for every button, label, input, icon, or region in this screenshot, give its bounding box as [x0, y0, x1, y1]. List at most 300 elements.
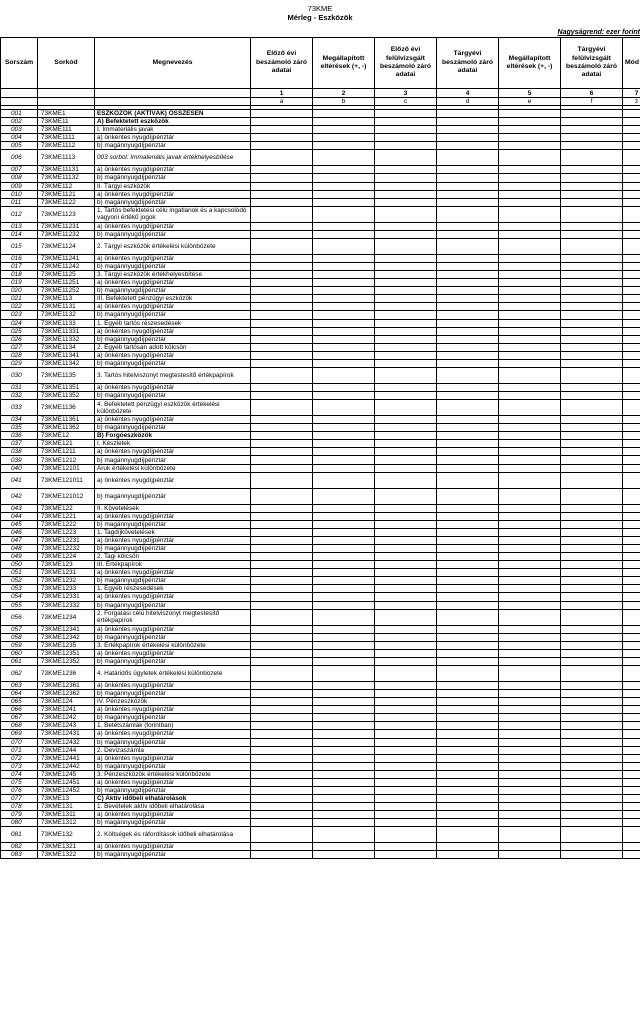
value-cell-3[interactable] — [375, 303, 437, 311]
value-cell-1[interactable] — [251, 238, 313, 254]
value-cell-4[interactable] — [437, 263, 499, 271]
value-cell-4[interactable] — [437, 383, 499, 391]
value-cell-3[interactable] — [375, 198, 437, 206]
value-cell-7[interactable] — [623, 424, 640, 432]
value-cell-4[interactable] — [437, 730, 499, 738]
value-cell-1[interactable] — [251, 198, 313, 206]
value-cell-5[interactable] — [499, 255, 561, 263]
value-cell-2[interactable] — [313, 625, 375, 633]
value-cell-7[interactable] — [623, 343, 640, 351]
value-cell-5[interactable] — [499, 343, 561, 351]
value-cell-7[interactable] — [623, 230, 640, 238]
value-cell-3[interactable] — [375, 802, 437, 810]
value-cell-1[interactable] — [251, 794, 313, 802]
value-cell-3[interactable] — [375, 319, 437, 327]
value-cell-3[interactable] — [375, 504, 437, 512]
value-cell-5[interactable] — [499, 174, 561, 182]
value-cell-3[interactable] — [375, 521, 437, 529]
value-cell-1[interactable] — [251, 818, 313, 826]
value-cell-2[interactable] — [313, 521, 375, 529]
value-cell-3[interactable] — [375, 827, 437, 843]
value-cell-6[interactable] — [561, 641, 623, 649]
value-cell-1[interactable] — [251, 770, 313, 778]
value-cell-6[interactable] — [561, 432, 623, 440]
value-cell-5[interactable] — [499, 625, 561, 633]
value-cell-2[interactable] — [313, 174, 375, 182]
value-cell-3[interactable] — [375, 698, 437, 706]
value-cell-1[interactable] — [251, 561, 313, 569]
value-cell-1[interactable] — [251, 222, 313, 230]
value-cell-5[interactable] — [499, 359, 561, 367]
value-cell-6[interactable] — [561, 818, 623, 826]
value-cell-6[interactable] — [561, 118, 623, 126]
value-cell-2[interactable] — [313, 303, 375, 311]
value-cell-3[interactable] — [375, 786, 437, 794]
value-cell-5[interactable] — [499, 182, 561, 190]
value-cell-5[interactable] — [499, 537, 561, 545]
value-cell-6[interactable] — [561, 392, 623, 400]
value-cell-4[interactable] — [437, 545, 499, 553]
value-cell-5[interactable] — [499, 649, 561, 657]
value-cell-2[interactable] — [313, 126, 375, 134]
value-cell-4[interactable] — [437, 303, 499, 311]
value-cell-3[interactable] — [375, 118, 437, 126]
value-cell-6[interactable] — [561, 110, 623, 118]
value-cell-7[interactable] — [623, 311, 640, 319]
value-cell-5[interactable] — [499, 230, 561, 238]
value-cell-2[interactable] — [313, 230, 375, 238]
value-cell-7[interactable] — [623, 738, 640, 746]
value-cell-6[interactable] — [561, 521, 623, 529]
value-cell-3[interactable] — [375, 263, 437, 271]
value-cell-3[interactable] — [375, 738, 437, 746]
value-cell-5[interactable] — [499, 440, 561, 448]
value-cell-2[interactable] — [313, 593, 375, 601]
value-cell-3[interactable] — [375, 134, 437, 142]
value-cell-5[interactable] — [499, 641, 561, 649]
value-cell-3[interactable] — [375, 746, 437, 754]
value-cell-4[interactable] — [437, 134, 499, 142]
value-cell-4[interactable] — [437, 778, 499, 786]
value-cell-1[interactable] — [251, 810, 313, 818]
value-cell-7[interactable] — [623, 609, 640, 625]
value-cell-2[interactable] — [313, 553, 375, 561]
value-cell-3[interactable] — [375, 238, 437, 254]
value-cell-5[interactable] — [499, 730, 561, 738]
value-cell-7[interactable] — [623, 714, 640, 722]
value-cell-2[interactable] — [313, 142, 375, 150]
value-cell-1[interactable] — [251, 625, 313, 633]
value-cell-4[interactable] — [437, 553, 499, 561]
value-cell-6[interactable] — [561, 625, 623, 633]
value-cell-3[interactable] — [375, 190, 437, 198]
value-cell-3[interactable] — [375, 488, 437, 504]
value-cell-4[interactable] — [437, 714, 499, 722]
value-cell-2[interactable] — [313, 222, 375, 230]
value-cell-3[interactable] — [375, 400, 437, 416]
value-cell-1[interactable] — [251, 383, 313, 391]
value-cell-2[interactable] — [313, 327, 375, 335]
value-cell-5[interactable] — [499, 593, 561, 601]
value-cell-2[interactable] — [313, 802, 375, 810]
value-cell-5[interactable] — [499, 843, 561, 851]
value-cell-5[interactable] — [499, 319, 561, 327]
value-cell-5[interactable] — [499, 561, 561, 569]
value-cell-4[interactable] — [437, 126, 499, 134]
value-cell-6[interactable] — [561, 222, 623, 230]
value-cell-4[interactable] — [437, 810, 499, 818]
value-cell-1[interactable] — [251, 762, 313, 770]
value-cell-6[interactable] — [561, 456, 623, 464]
value-cell-7[interactable] — [623, 327, 640, 335]
value-cell-5[interactable] — [499, 794, 561, 802]
value-cell-3[interactable] — [375, 770, 437, 778]
value-cell-2[interactable] — [313, 367, 375, 383]
value-cell-6[interactable] — [561, 786, 623, 794]
value-cell-4[interactable] — [437, 327, 499, 335]
value-cell-2[interactable] — [313, 432, 375, 440]
value-cell-5[interactable] — [499, 569, 561, 577]
value-cell-6[interactable] — [561, 351, 623, 359]
value-cell-6[interactable] — [561, 657, 623, 665]
value-cell-4[interactable] — [437, 770, 499, 778]
value-cell-2[interactable] — [313, 504, 375, 512]
value-cell-7[interactable] — [623, 690, 640, 698]
value-cell-1[interactable] — [251, 126, 313, 134]
value-cell-7[interactable] — [623, 786, 640, 794]
value-cell-2[interactable] — [313, 778, 375, 786]
value-cell-6[interactable] — [561, 126, 623, 134]
value-cell-7[interactable] — [623, 295, 640, 303]
value-cell-5[interactable] — [499, 770, 561, 778]
value-cell-1[interactable] — [251, 657, 313, 665]
value-cell-1[interactable] — [251, 488, 313, 504]
value-cell-4[interactable] — [437, 255, 499, 263]
value-cell-3[interactable] — [375, 762, 437, 770]
value-cell-7[interactable] — [623, 778, 640, 786]
value-cell-3[interactable] — [375, 730, 437, 738]
value-cell-5[interactable] — [499, 521, 561, 529]
value-cell-7[interactable] — [623, 383, 640, 391]
value-cell-6[interactable] — [561, 529, 623, 537]
value-cell-4[interactable] — [437, 802, 499, 810]
value-cell-2[interactable] — [313, 383, 375, 391]
value-cell-2[interactable] — [313, 424, 375, 432]
value-cell-2[interactable] — [313, 706, 375, 714]
value-cell-5[interactable] — [499, 577, 561, 585]
value-cell-4[interactable] — [437, 279, 499, 287]
value-cell-6[interactable] — [561, 424, 623, 432]
value-cell-7[interactable] — [623, 166, 640, 174]
value-cell-6[interactable] — [561, 504, 623, 512]
value-cell-1[interactable] — [251, 150, 313, 166]
value-cell-1[interactable] — [251, 134, 313, 142]
value-cell-5[interactable] — [499, 738, 561, 746]
value-cell-6[interactable] — [561, 577, 623, 585]
value-cell-6[interactable] — [561, 150, 623, 166]
value-cell-3[interactable] — [375, 150, 437, 166]
value-cell-7[interactable] — [623, 110, 640, 118]
value-cell-7[interactable] — [623, 794, 640, 802]
value-cell-6[interactable] — [561, 851, 623, 859]
value-cell-5[interactable] — [499, 150, 561, 166]
value-cell-1[interactable] — [251, 682, 313, 690]
value-cell-7[interactable] — [623, 754, 640, 762]
value-cell-2[interactable] — [313, 440, 375, 448]
value-cell-6[interactable] — [561, 279, 623, 287]
value-cell-4[interactable] — [437, 827, 499, 843]
value-cell-3[interactable] — [375, 110, 437, 118]
value-cell-2[interactable] — [313, 311, 375, 319]
value-cell-1[interactable] — [251, 351, 313, 359]
value-cell-6[interactable] — [561, 206, 623, 222]
value-cell-1[interactable] — [251, 174, 313, 182]
value-cell-4[interactable] — [437, 424, 499, 432]
value-cell-6[interactable] — [561, 263, 623, 271]
value-cell-1[interactable] — [251, 843, 313, 851]
value-cell-2[interactable] — [313, 561, 375, 569]
value-cell-6[interactable] — [561, 553, 623, 561]
value-cell-3[interactable] — [375, 335, 437, 343]
value-cell-5[interactable] — [499, 746, 561, 754]
value-cell-4[interactable] — [437, 521, 499, 529]
value-cell-5[interactable] — [499, 311, 561, 319]
value-cell-5[interactable] — [499, 166, 561, 174]
value-cell-4[interactable] — [437, 448, 499, 456]
value-cell-7[interactable] — [623, 730, 640, 738]
value-cell-1[interactable] — [251, 601, 313, 609]
value-cell-1[interactable] — [251, 335, 313, 343]
value-cell-7[interactable] — [623, 416, 640, 424]
value-cell-1[interactable] — [251, 472, 313, 488]
value-cell-2[interactable] — [313, 545, 375, 553]
value-cell-3[interactable] — [375, 456, 437, 464]
value-cell-5[interactable] — [499, 682, 561, 690]
value-cell-1[interactable] — [251, 786, 313, 794]
value-cell-2[interactable] — [313, 335, 375, 343]
value-cell-4[interactable] — [437, 222, 499, 230]
value-cell-5[interactable] — [499, 851, 561, 859]
value-cell-7[interactable] — [623, 577, 640, 585]
value-cell-2[interactable] — [313, 714, 375, 722]
value-cell-7[interactable] — [623, 585, 640, 593]
value-cell-4[interactable] — [437, 319, 499, 327]
value-cell-3[interactable] — [375, 641, 437, 649]
value-cell-6[interactable] — [561, 561, 623, 569]
value-cell-2[interactable] — [313, 416, 375, 424]
value-cell-1[interactable] — [251, 110, 313, 118]
value-cell-4[interactable] — [437, 343, 499, 351]
value-cell-2[interactable] — [313, 746, 375, 754]
value-cell-2[interactable] — [313, 319, 375, 327]
value-cell-1[interactable] — [251, 392, 313, 400]
value-cell-6[interactable] — [561, 601, 623, 609]
value-cell-1[interactable] — [251, 182, 313, 190]
value-cell-2[interactable] — [313, 762, 375, 770]
value-cell-3[interactable] — [375, 392, 437, 400]
value-cell-1[interactable] — [251, 367, 313, 383]
value-cell-1[interactable] — [251, 545, 313, 553]
value-cell-3[interactable] — [375, 343, 437, 351]
value-cell-1[interactable] — [251, 641, 313, 649]
value-cell-7[interactable] — [623, 367, 640, 383]
value-cell-3[interactable] — [375, 657, 437, 665]
value-cell-7[interactable] — [623, 279, 640, 287]
value-cell-4[interactable] — [437, 794, 499, 802]
value-cell-5[interactable] — [499, 698, 561, 706]
value-cell-6[interactable] — [561, 722, 623, 730]
value-cell-3[interactable] — [375, 416, 437, 424]
value-cell-2[interactable] — [313, 110, 375, 118]
value-cell-3[interactable] — [375, 633, 437, 641]
value-cell-4[interactable] — [437, 392, 499, 400]
value-cell-4[interactable] — [437, 569, 499, 577]
value-cell-4[interactable] — [437, 400, 499, 416]
value-cell-5[interactable] — [499, 383, 561, 391]
value-cell-4[interactable] — [437, 754, 499, 762]
value-cell-7[interactable] — [623, 569, 640, 577]
value-cell-3[interactable] — [375, 287, 437, 295]
value-cell-5[interactable] — [499, 665, 561, 681]
value-cell-5[interactable] — [499, 432, 561, 440]
value-cell-2[interactable] — [313, 698, 375, 706]
value-cell-6[interactable] — [561, 359, 623, 367]
value-cell-6[interactable] — [561, 537, 623, 545]
value-cell-3[interactable] — [375, 593, 437, 601]
value-cell-7[interactable] — [623, 818, 640, 826]
value-cell-3[interactable] — [375, 424, 437, 432]
value-cell-3[interactable] — [375, 367, 437, 383]
value-cell-3[interactable] — [375, 383, 437, 391]
value-cell-3[interactable] — [375, 609, 437, 625]
value-cell-2[interactable] — [313, 464, 375, 472]
value-cell-5[interactable] — [499, 464, 561, 472]
value-cell-4[interactable] — [437, 416, 499, 424]
value-cell-4[interactable] — [437, 593, 499, 601]
value-cell-1[interactable] — [251, 577, 313, 585]
value-cell-7[interactable] — [623, 432, 640, 440]
value-cell-3[interactable] — [375, 222, 437, 230]
value-cell-4[interactable] — [437, 762, 499, 770]
value-cell-1[interactable] — [251, 633, 313, 641]
value-cell-6[interactable] — [561, 513, 623, 521]
value-cell-2[interactable] — [313, 456, 375, 464]
value-cell-3[interactable] — [375, 182, 437, 190]
value-cell-7[interactable] — [623, 843, 640, 851]
value-cell-6[interactable] — [561, 633, 623, 641]
value-cell-1[interactable] — [251, 504, 313, 512]
value-cell-6[interactable] — [561, 843, 623, 851]
value-cell-2[interactable] — [313, 513, 375, 521]
value-cell-3[interactable] — [375, 722, 437, 730]
value-cell-4[interactable] — [437, 440, 499, 448]
value-cell-6[interactable] — [561, 649, 623, 657]
value-cell-6[interactable] — [561, 464, 623, 472]
value-cell-4[interactable] — [437, 504, 499, 512]
value-cell-2[interactable] — [313, 263, 375, 271]
value-cell-1[interactable] — [251, 714, 313, 722]
value-cell-7[interactable] — [623, 698, 640, 706]
value-cell-6[interactable] — [561, 714, 623, 722]
value-cell-7[interactable] — [623, 198, 640, 206]
value-cell-5[interactable] — [499, 142, 561, 150]
value-cell-7[interactable] — [623, 303, 640, 311]
value-cell-2[interactable] — [313, 134, 375, 142]
value-cell-7[interactable] — [623, 545, 640, 553]
value-cell-6[interactable] — [561, 271, 623, 279]
value-cell-3[interactable] — [375, 472, 437, 488]
value-cell-1[interactable] — [251, 553, 313, 561]
value-cell-1[interactable] — [251, 230, 313, 238]
value-cell-2[interactable] — [313, 255, 375, 263]
value-cell-4[interactable] — [437, 738, 499, 746]
value-cell-1[interactable] — [251, 440, 313, 448]
value-cell-5[interactable] — [499, 786, 561, 794]
value-cell-1[interactable] — [251, 456, 313, 464]
value-cell-6[interactable] — [561, 367, 623, 383]
value-cell-2[interactable] — [313, 351, 375, 359]
value-cell-4[interactable] — [437, 335, 499, 343]
value-cell-5[interactable] — [499, 585, 561, 593]
value-cell-2[interactable] — [313, 665, 375, 681]
value-cell-4[interactable] — [437, 150, 499, 166]
value-cell-1[interactable] — [251, 778, 313, 786]
value-cell-7[interactable] — [623, 810, 640, 818]
value-cell-1[interactable] — [251, 690, 313, 698]
value-cell-4[interactable] — [437, 190, 499, 198]
value-cell-2[interactable] — [313, 657, 375, 665]
value-cell-6[interactable] — [561, 416, 623, 424]
value-cell-1[interactable] — [251, 303, 313, 311]
value-cell-7[interactable] — [623, 722, 640, 730]
value-cell-6[interactable] — [561, 593, 623, 601]
value-cell-4[interactable] — [437, 786, 499, 794]
value-cell-1[interactable] — [251, 665, 313, 681]
value-cell-7[interactable] — [623, 657, 640, 665]
value-cell-6[interactable] — [561, 778, 623, 786]
value-cell-1[interactable] — [251, 513, 313, 521]
value-cell-5[interactable] — [499, 553, 561, 561]
value-cell-6[interactable] — [561, 383, 623, 391]
value-cell-4[interactable] — [437, 722, 499, 730]
value-cell-5[interactable] — [499, 287, 561, 295]
value-cell-4[interactable] — [437, 851, 499, 859]
value-cell-2[interactable] — [313, 851, 375, 859]
value-cell-4[interactable] — [437, 625, 499, 633]
value-cell-6[interactable] — [561, 287, 623, 295]
value-cell-5[interactable] — [499, 263, 561, 271]
value-cell-2[interactable] — [313, 585, 375, 593]
value-cell-5[interactable] — [499, 206, 561, 222]
value-cell-2[interactable] — [313, 738, 375, 746]
value-cell-6[interactable] — [561, 738, 623, 746]
value-cell-6[interactable] — [561, 488, 623, 504]
value-cell-2[interactable] — [313, 601, 375, 609]
value-cell-1[interactable] — [251, 851, 313, 859]
value-cell-1[interactable] — [251, 649, 313, 657]
value-cell-1[interactable] — [251, 432, 313, 440]
value-cell-3[interactable] — [375, 577, 437, 585]
value-cell-3[interactable] — [375, 625, 437, 633]
value-cell-2[interactable] — [313, 295, 375, 303]
value-cell-4[interactable] — [437, 633, 499, 641]
value-cell-5[interactable] — [499, 472, 561, 488]
value-cell-3[interactable] — [375, 706, 437, 714]
value-cell-1[interactable] — [251, 529, 313, 537]
value-cell-1[interactable] — [251, 287, 313, 295]
value-cell-4[interactable] — [437, 311, 499, 319]
value-cell-3[interactable] — [375, 271, 437, 279]
